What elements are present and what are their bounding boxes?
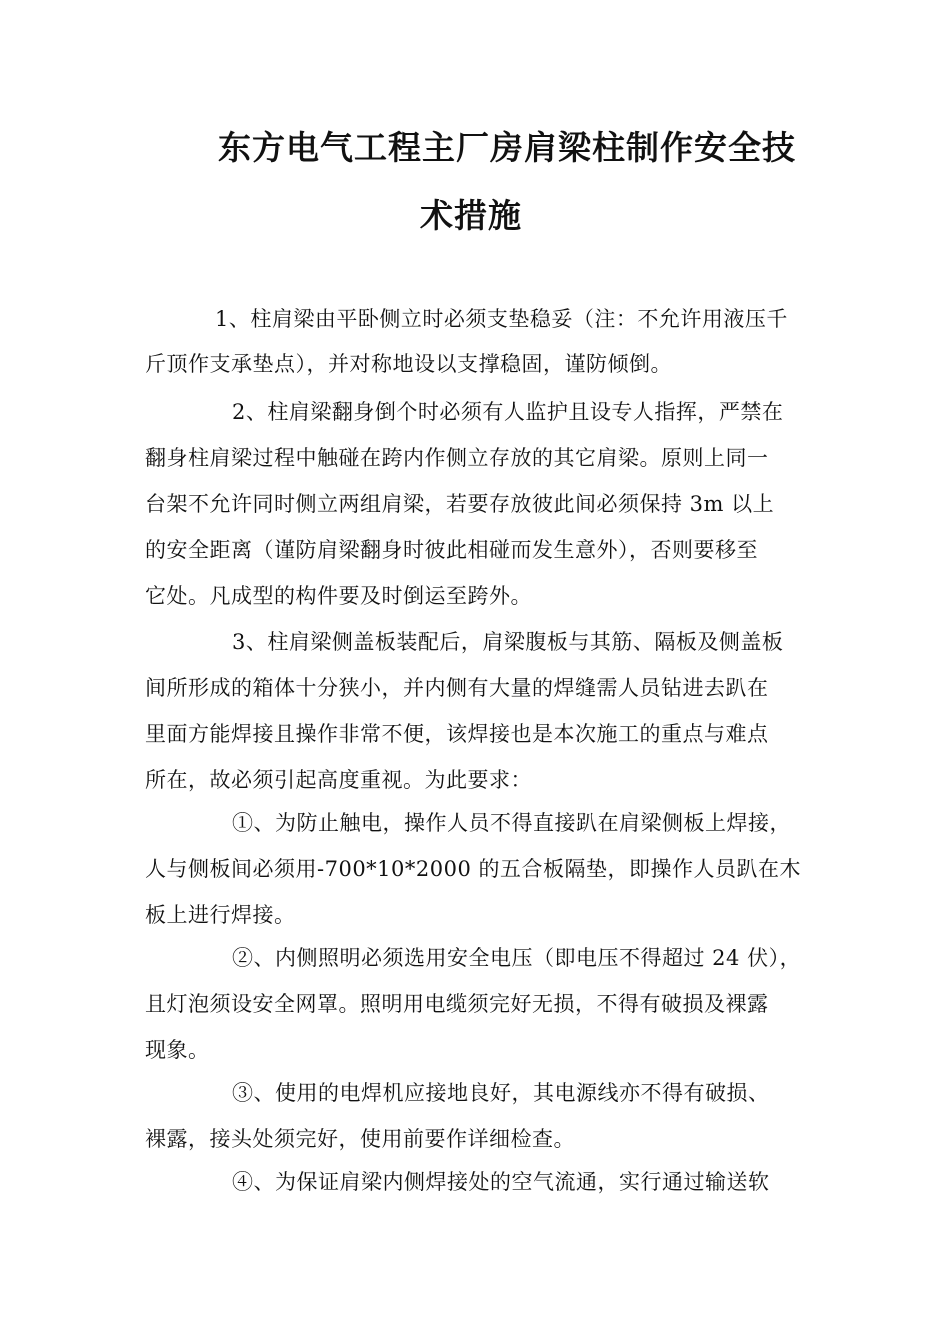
paragraph-line: 的安全距离（谨防肩梁翻身时彼此相碰而发生意外），否则要移至 — [145, 538, 758, 562]
paragraph-line: 3、柱肩梁侧盖板装配后，肩梁腹板与其筋、隔板及侧盖板 — [232, 630, 784, 654]
document-title-line-2: 术措施 — [420, 196, 522, 235]
paragraph-line: 2、柱肩梁翻身倒个时必须有人监护且设专人指挥，严禁在 — [232, 400, 784, 424]
paragraph-line: 斤顶作支承垫点），并对称地设以支撑稳固，谨防倾倒。 — [145, 352, 672, 376]
paragraph-line: 人与侧板间必须用-700*10*2000 的五合板隔垫，即操作人员趴在木 — [145, 857, 802, 881]
paragraph-line: 里面方能焊接且操作非常不便，该焊接也是本次施工的重点与难点 — [145, 722, 769, 746]
paragraph-line: 1、柱肩梁由平卧侧立时必须支垫稳妥（注：不允许用液压千 — [215, 307, 788, 331]
paragraph-line: ②、内侧照明必须选用安全电压（即电压不得超过 24 伏）， — [232, 946, 802, 970]
paragraph-line: ③、使用的电焊机应接地良好，其电源线亦不得有破损、 — [232, 1081, 770, 1105]
paragraph-line: 台架不允许同时侧立两组肩梁，若要存放彼此间必须保持 3m 以上 — [145, 492, 775, 516]
paragraph-line: 且灯泡须设安全网罩。照明用电缆须完好无损，不得有破损及裸露 — [145, 992, 769, 1016]
paragraph-line: 裸露，接头处须完好，使用前要作详细检查。 — [145, 1127, 575, 1151]
paragraph-line: 它处。凡成型的构件要及时倒运至跨外。 — [145, 584, 532, 608]
paragraph-line: 现象。 — [145, 1038, 210, 1062]
document-title-line-1: 东方电气工程主厂房肩梁柱制作安全技 — [218, 128, 796, 167]
paragraph-line: 板上进行焊接。 — [145, 903, 296, 927]
paragraph-line: 所在，故必须引起高度重视。为此要求： — [145, 768, 532, 792]
paragraph-line: 间所形成的箱体十分狭小，并内侧有大量的焊缝需人员钻进去趴在 — [145, 676, 769, 700]
paragraph-line: ④、为保证肩梁内侧焊接处的空气流通，实行通过输送软 — [232, 1170, 770, 1194]
paragraph-line: 翻身柱肩梁过程中触碰在跨内作侧立存放的其它肩梁。原则上同一 — [145, 446, 769, 470]
paragraph-line: ①、为防止触电，操作人员不得直接趴在肩梁侧板上焊接， — [232, 811, 791, 835]
